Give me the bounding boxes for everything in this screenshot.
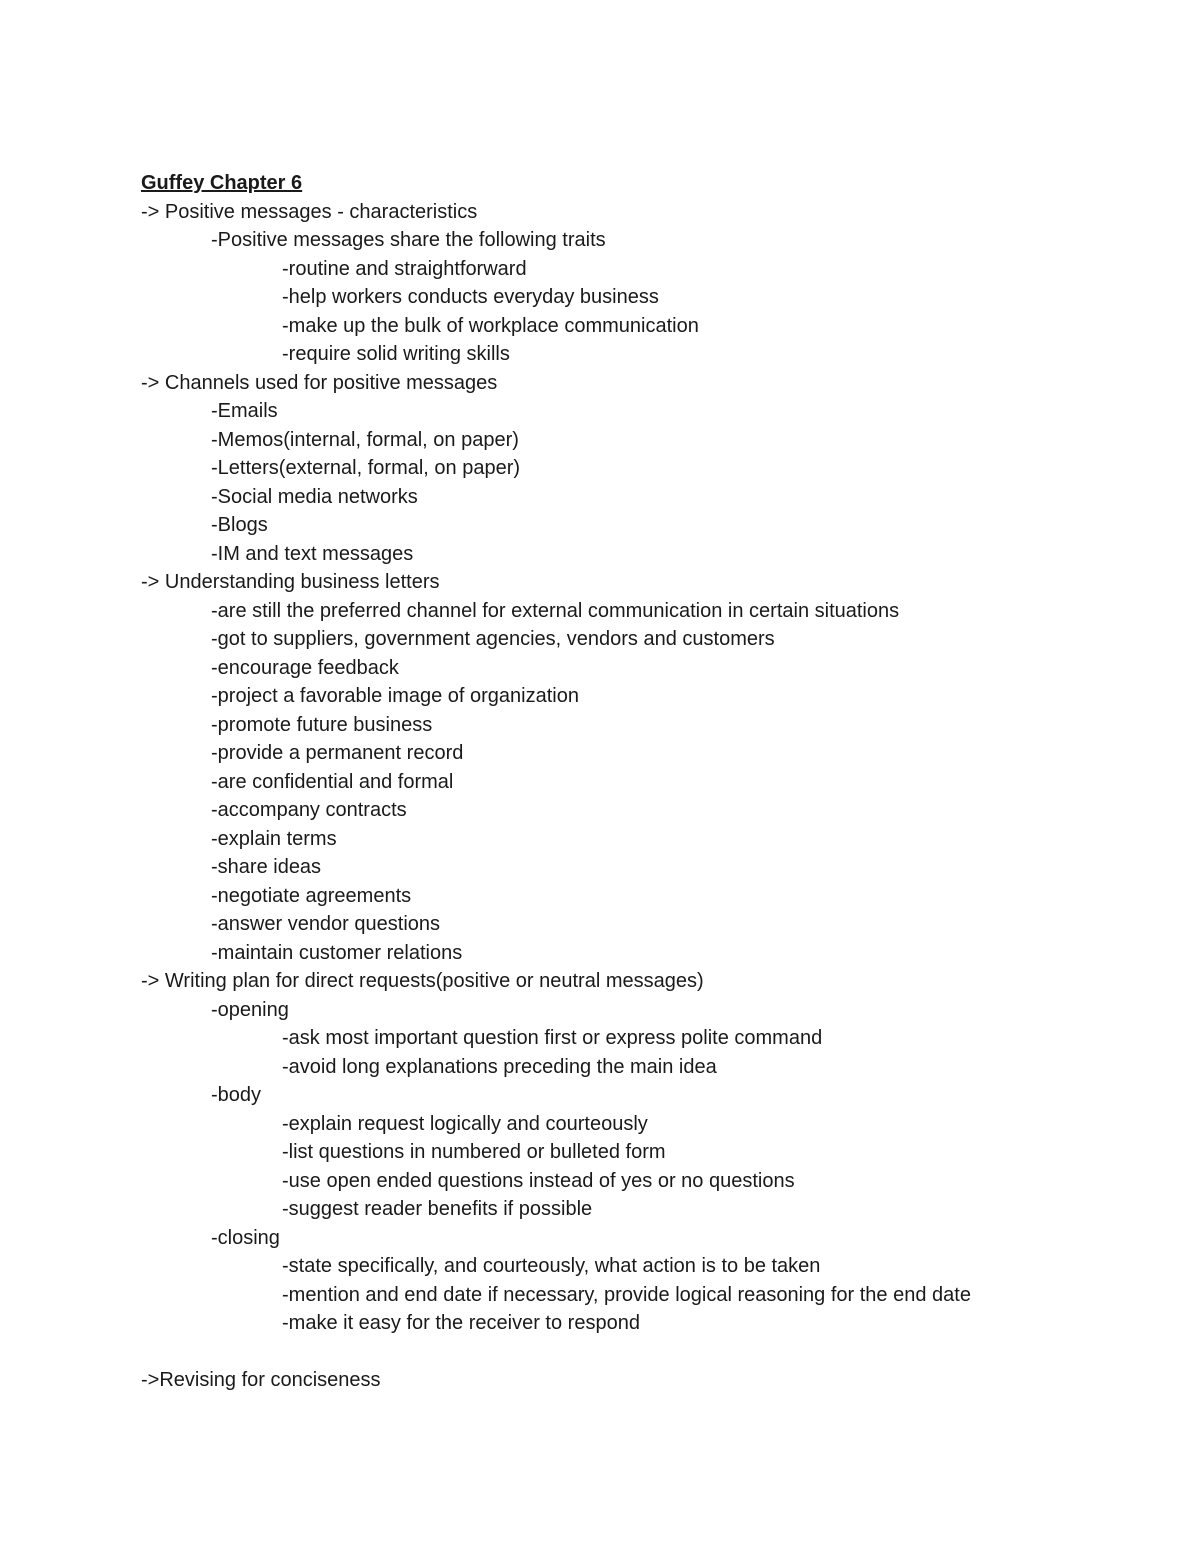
list-item: -project a favorable image of organization — [211, 685, 579, 707]
list-item: -accompany contracts — [211, 799, 407, 821]
list-item: -are confidential and formal — [211, 770, 454, 793]
sub-list-item: -require solid writing skills — [282, 343, 510, 365]
section-heading: -> Positive messages - characteristics — [141, 200, 478, 223]
sub-list-item: -ask most important question first or express polite command — [282, 1027, 823, 1049]
sub-list-item: -make up the bulk of workplace communication — [282, 314, 699, 337]
list-item: -opening — [211, 998, 289, 1021]
list-item: -IM and text messages — [211, 542, 414, 565]
sub-list-item: -state specifically, and courteously, what action is to be taken — [282, 1255, 821, 1277]
list-item: -Memos(internal, formal, on paper) — [211, 428, 519, 451]
sub-list-item: -explain request logically and courteously — [282, 1112, 648, 1135]
list-item: -Blogs — [211, 514, 268, 536]
sub-list-item: -list questions in numbered or bulleted form — [282, 1141, 666, 1163]
list-item: -answer vendor questions — [211, 913, 441, 935]
list-item: -negotiate agreements — [211, 884, 412, 907]
section-heading-final: ->Revising for conciseness — [141, 1369, 381, 1391]
list-item: -encourage feedback — [211, 656, 399, 679]
notes-page — [141, 169, 1141, 1395]
list-item: -Social media networks — [211, 485, 418, 508]
list-item: -Emails — [211, 400, 278, 422]
list-item: -closing — [211, 1226, 280, 1249]
section-heading: -> Writing plan for direct requests(positive or neutral messages) — [141, 970, 704, 992]
list-item: -Positive messages share the following traits — [211, 229, 606, 251]
sub-list-item: -mention and end date if necessary, provide logical reasoning for the end date — [282, 1283, 971, 1306]
sub-list-item: -suggest reader benefits if possible — [282, 1198, 593, 1220]
sub-list-item: -help workers conducts everyday business — [282, 286, 659, 308]
list-item: -provide a permanent record — [211, 742, 464, 764]
sub-list-item: -use open ended questions instead of yes or no questions — [282, 1169, 795, 1192]
sub-list-item: -avoid long explanations preceding the main idea — [282, 1055, 717, 1078]
list-item: -maintain customer relations — [211, 941, 463, 964]
list-item: -body — [211, 1084, 262, 1106]
sub-list-item: -routine and straightforward — [282, 257, 527, 280]
section-heading: -> Understanding business letters — [141, 571, 440, 593]
list-item: -promote future business — [211, 713, 433, 736]
list-item: -Letters(external, formal, on paper) — [211, 457, 521, 479]
sub-list-item: -make it easy for the receiver to respond — [282, 1312, 640, 1334]
list-item: -explain terms — [211, 827, 337, 850]
spacer — [141, 1338, 1141, 1367]
list-item: -share ideas — [211, 856, 322, 878]
page-title: Guffey Chapter 6 — [141, 172, 303, 194]
section-heading: -> Channels used for positive messages — [141, 371, 498, 394]
list-item: -are still the preferred channel for external communication in certain situations — [211, 599, 900, 622]
list-item: -got to suppliers, government agencies, vendors and customers — [211, 628, 775, 650]
